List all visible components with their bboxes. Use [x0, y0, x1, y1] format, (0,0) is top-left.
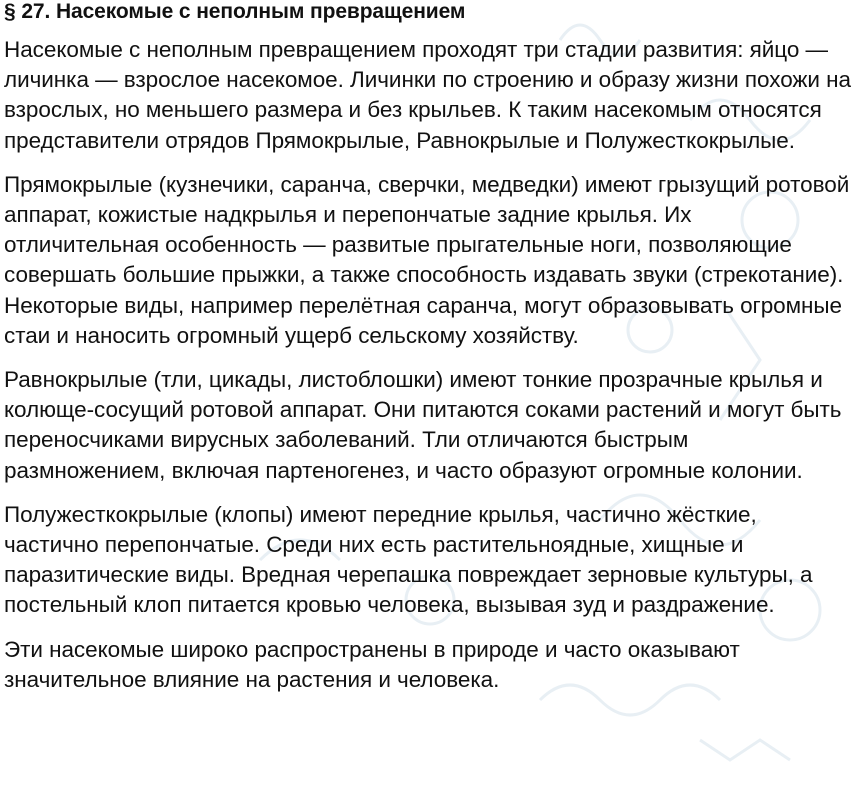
paragraph-hemiptera: Полужесткокрылые (клопы) имеют передние крылья, частично жёсткие, частично перепончатые. Среди них есть растительноядные, хищные и паразитические виды. Вредная черепашка повреждает зерновые культуры, а постельный клоп питается кровью человека, вызывая зуд и раздражение.: [4, 501, 813, 618]
paragraph-homoptera: Равнокрылые (тли, цикады, листоблошки) имеют тонкие прозрачные крылья и колюще-сосущий ротовой аппарат. Они питаются соками растений и могут быть переносчиками вирусных заболеваний. Тли отличаются быстрым размножением, включая партеногенез, и часто образуют огромные колонии.: [4, 367, 842, 483]
section-heading: § 27. Насекомые с неполным превращением: [4, 0, 466, 23]
paragraph-intro: Насекомые с неполным превращением проходят три стадии развития: яйцо — личинка — взрослое насекомое. Личинки по строению и образу жизни похожи на взрослых, но меньшего размера и без крыльев. К таким насекомым относятся представители отрядов Прямокрылые, Равнокрылые и Полужесткокрылые.: [4, 37, 851, 153]
paragraph-conclusion: Эти насекомые широко распространены в природе и часто оказывают значительное влияние на растения и человека.: [4, 636, 740, 692]
paragraph-orthoptera: Прямокрылые (кузнечики, саранча, сверчки, медведки) имеют грызущий ротовой аппарат, кожистые надкрылья и перепончатые задние крылья. Их отличительная особенность — развитые прыгательные ноги, позволяющие совершать большие прыжки, а также способность издавать звуки (стрекотание). Некоторые виды, например перелётная саранча, могут образовывать огромные стаи и наносить огромный ущерб сельскому хозяйству.: [4, 171, 850, 348]
